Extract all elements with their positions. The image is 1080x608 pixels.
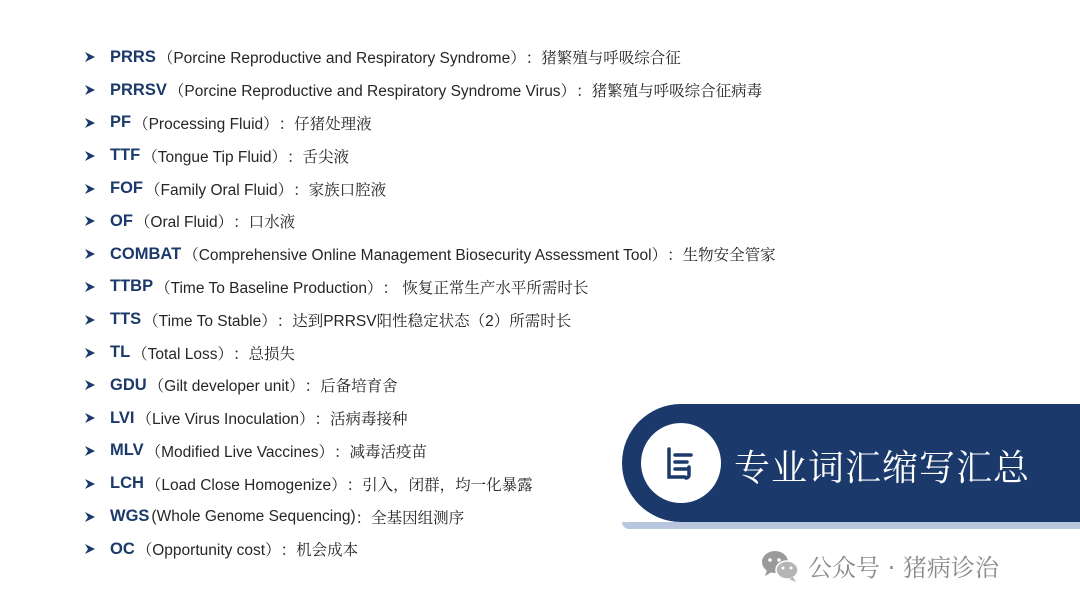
arrow-bullet-icon [84, 215, 96, 227]
term-abbreviation: TTS [110, 310, 142, 329]
term-item [84, 205, 776, 238]
term-abbreviation: TL [110, 343, 131, 362]
arrow-bullet-icon [84, 183, 96, 195]
term-translation: ：引入，闭群，均一化暴露 [346, 476, 533, 494]
term-translation: ：舌尖液 [287, 148, 350, 166]
term-definition: （Tongue Tip Fluid） [142, 148, 287, 166]
term-definition: （Processing Fluid） [133, 115, 279, 133]
term-abbreviation: COMBAT [110, 244, 182, 263]
term-abbreviation: LVI [110, 408, 135, 427]
term-item [84, 172, 776, 205]
term-definition: （Time To Stable） [143, 312, 277, 330]
wechat-icon [760, 549, 800, 583]
watermark [760, 548, 999, 583]
term-abbreviation: OF [110, 211, 133, 230]
arrow-bullet-icon [84, 543, 96, 555]
document-icon [641, 423, 721, 503]
term-translation: ：生物安全管家 [667, 247, 776, 265]
term-abbreviation: GDU [110, 375, 147, 394]
term-translation: ：口水液 [233, 214, 296, 232]
arrow-bullet-icon [84, 511, 96, 523]
title-badge [622, 404, 1080, 522]
term-definition: （Oral Fluid） [134, 214, 234, 232]
term-translation: ：活病毒接种 [314, 411, 408, 429]
term-abbreviation: LCH [110, 474, 144, 493]
term-definition: （Live Virus Inoculation） [136, 411, 315, 429]
arrow-bullet-icon [84, 347, 96, 359]
term-translation: ：总损失 [232, 345, 295, 363]
term-item [84, 41, 776, 74]
term-translation: ：猪繁殖与呼吸综合征病毒 [576, 83, 763, 101]
arrow-bullet-icon [84, 51, 96, 63]
term-translation: ：减毒活疫苗 [334, 443, 428, 461]
arrow-bullet-icon [84, 281, 96, 293]
arrow-bullet-icon [84, 412, 96, 424]
term-definition: (Whole Genome Sequencing) [151, 507, 356, 525]
watermark-text: 公众号 · 猪病诊治 [808, 554, 999, 582]
term-item [84, 238, 776, 271]
term-definition: （Porcine Reproductive and Respiratory Syndrome Virus） [168, 83, 577, 101]
term-definition: （Porcine Reproductive and Respiratory Syndrome） [157, 50, 526, 68]
term-abbreviation: PF [110, 113, 132, 132]
arrow-bullet-icon [84, 150, 96, 162]
arrow-bullet-icon [84, 84, 96, 96]
term-translation: ：全基因组测序 [355, 509, 465, 527]
term-item [84, 107, 776, 140]
term-abbreviation: MLV [110, 441, 144, 460]
term-abbreviation: OC [110, 539, 135, 558]
arrow-bullet-icon [84, 248, 96, 260]
term-translation: ：后备培育舍 [304, 378, 398, 396]
term-translation: ：达到PRRSV阳性稳定状态（2）所需时长 [276, 312, 572, 330]
term-definition: （Gilt developer unit） [148, 378, 305, 396]
arrow-bullet-icon [84, 379, 96, 391]
arrow-bullet-icon [84, 117, 96, 129]
term-abbreviation: WGS [110, 507, 150, 526]
term-item [84, 533, 776, 566]
term-definition: （Modified Live Vaccines） [145, 443, 334, 461]
term-item [84, 271, 776, 304]
term-item [84, 369, 776, 402]
term-definition: （Comprehensive Online Management Biosecurity Assessment Tool） [183, 247, 668, 265]
arrow-bullet-icon [84, 445, 96, 457]
term-translation: ： 恢复正常生产水平所需时长 [382, 279, 589, 297]
term-item [84, 303, 776, 336]
arrow-bullet-icon [84, 478, 96, 490]
term-definition: （Opportunity cost） [136, 542, 281, 560]
arrow-bullet-icon [84, 314, 96, 326]
term-translation: ：猪繁殖与呼吸综合征 [525, 50, 681, 68]
term-abbreviation: PRRSV [110, 80, 167, 99]
term-definition: （Family Oral Fluid） [145, 181, 294, 199]
term-translation: ：家族口腔液 [293, 181, 387, 199]
term-abbreviation: TTBP [110, 277, 154, 296]
term-abbreviation: TTF [110, 146, 141, 165]
badge-title: 专业词汇缩写汇总 [734, 448, 1031, 489]
term-item [84, 336, 776, 369]
term-definition: （Time To Baseline Production） [155, 279, 383, 297]
term-item [84, 74, 776, 107]
term-abbreviation: FOF [110, 179, 143, 198]
term-translation: ：机会成本 [280, 542, 359, 560]
term-item [84, 139, 776, 172]
term-abbreviation: PRRS [110, 47, 156, 66]
term-definition: （Total Loss） [132, 345, 233, 363]
term-definition: （Load Close Homogenize） [145, 476, 347, 494]
term-translation: ：仔猪处理液 [278, 115, 372, 133]
